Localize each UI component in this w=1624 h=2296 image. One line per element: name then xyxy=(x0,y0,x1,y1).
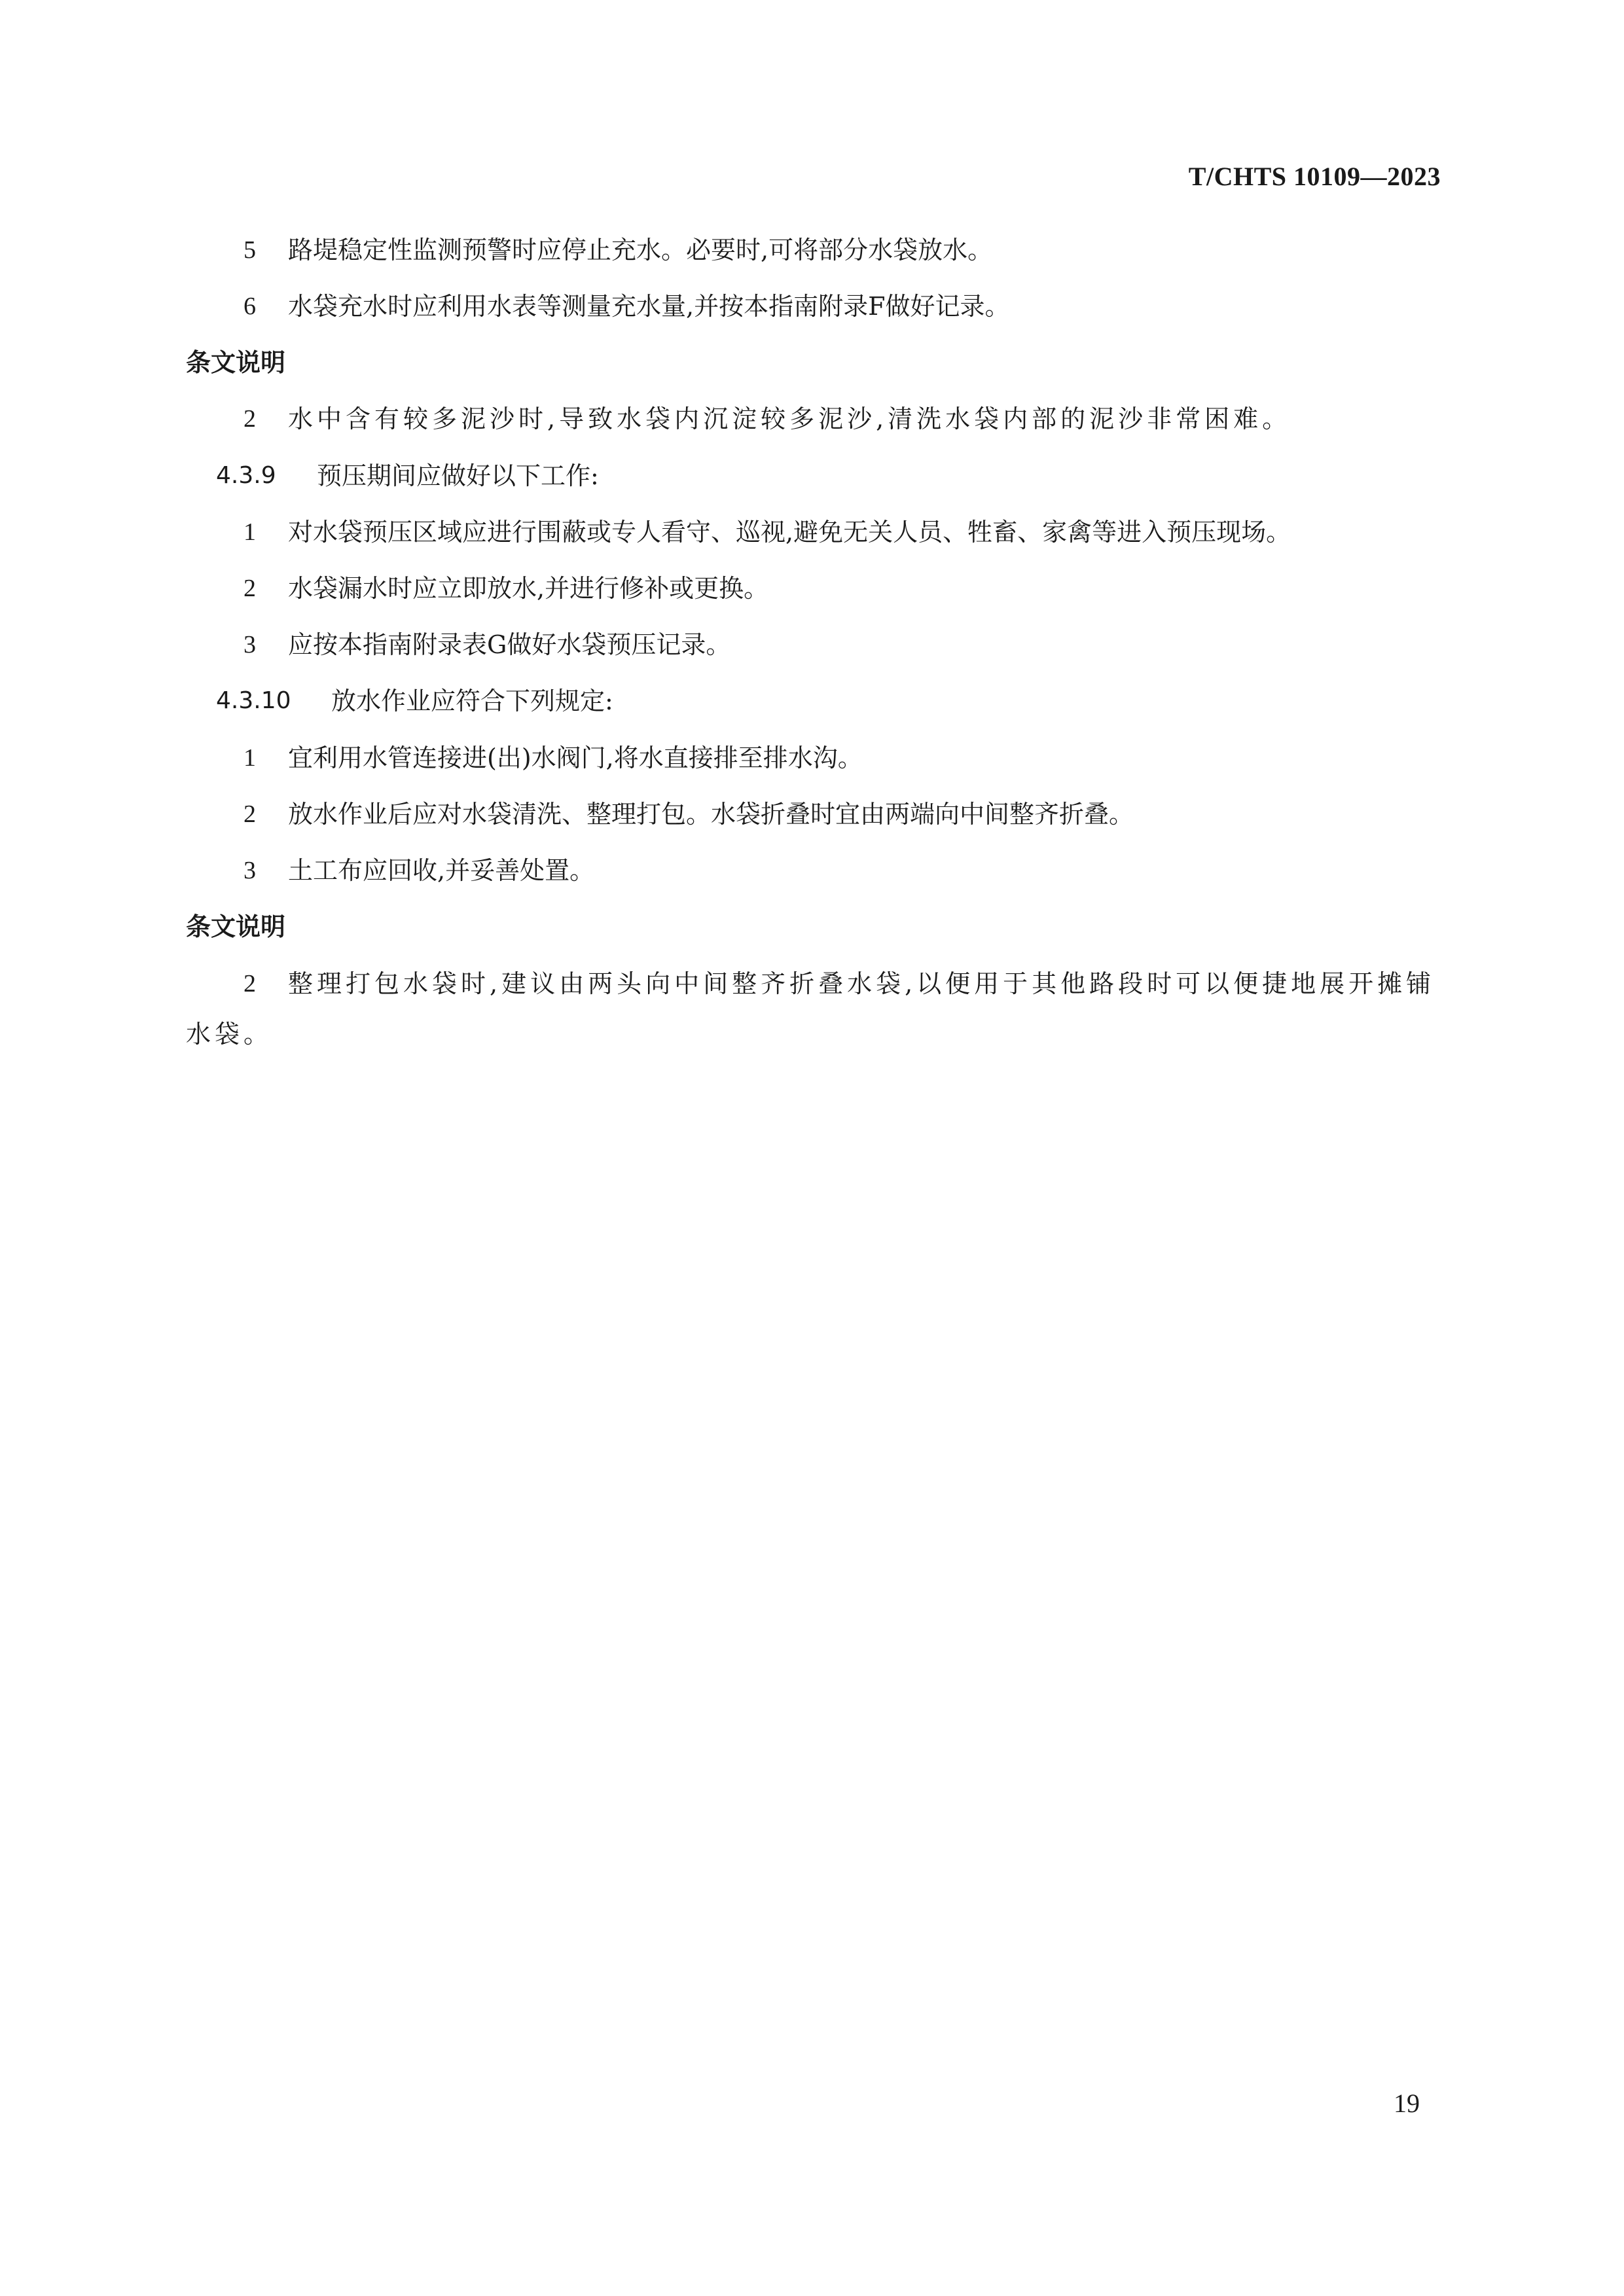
item-number: 5 xyxy=(244,236,256,264)
item-text: 路堤稳定性监测预警时应停止充水。必要时,可将部分水袋放水。 xyxy=(288,236,993,264)
item-number: 2 xyxy=(244,575,256,602)
standard-number: T/CHTS 10109—2023 xyxy=(1188,162,1441,191)
explanation-heading: 条文说明 xyxy=(186,348,286,377)
item-number: 1 xyxy=(244,744,256,772)
item-number: 2 xyxy=(244,970,260,997)
item-text: 水袋充水时应利用水表等测量充水量,并按本指南附录F做好记录。 xyxy=(288,292,1010,321)
item-number: 3 xyxy=(244,857,256,884)
section-title: 预压期间应做好以下工作: xyxy=(317,461,599,490)
item-text: 水袋漏水时应立即放水,并进行修补或更换。 xyxy=(288,574,769,603)
item-number: 1 xyxy=(244,518,256,546)
item-number: 2 xyxy=(244,800,256,828)
item-text: 宜利用水管连接进(出)水阀门,将水直接排至排水沟。 xyxy=(288,744,863,772)
item-number: 2 xyxy=(244,405,260,433)
item-text: 放水作业后应对水袋清洗、整理打包。水袋折叠时宜由两端向中间整齐折叠。 xyxy=(288,800,1134,829)
section-number: 4.3.9 xyxy=(216,462,276,489)
item-text: 土工布应回收,并妥善处置。 xyxy=(288,856,595,885)
item-text: 应按本指南附录表G做好水袋预压记录。 xyxy=(288,630,731,659)
item-number: 3 xyxy=(244,631,256,658)
item-number: 6 xyxy=(244,293,256,320)
explanation-heading: 条文说明 xyxy=(186,912,286,941)
page-number: 19 xyxy=(1394,2089,1420,2118)
item-text: 对水袋预压区域应进行围蔽或专人看守、巡视,避免无关人员、牲畜、家禽等进入预压现场。 xyxy=(288,518,1291,547)
item-text-continued: 水袋。 xyxy=(186,1020,273,1049)
section-title: 放水作业应符合下列规定: xyxy=(331,687,613,715)
item-text: 整理打包水袋时,建议由两头向中间整齐折叠水袋,以便用于其他路段时可以便捷地展开摊铺 xyxy=(288,969,1435,998)
item-text: 水中含有较多泥沙时,导致水袋内沉淀较多泥沙,清洗水袋内部的泥沙非常困难。 xyxy=(288,404,1291,433)
section-number: 4.3.10 xyxy=(216,687,291,714)
